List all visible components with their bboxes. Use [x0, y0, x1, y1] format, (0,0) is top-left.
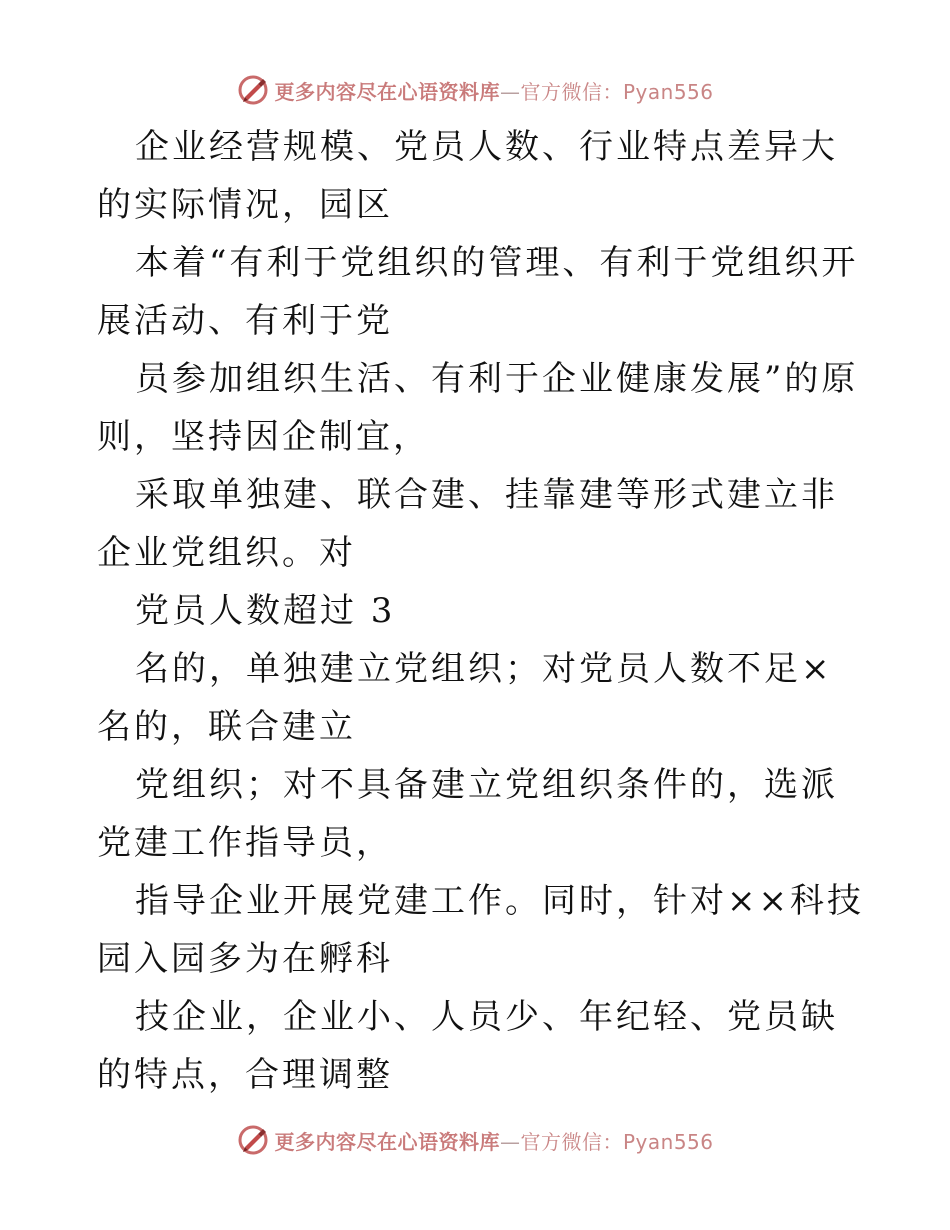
- watermark-header: [0, 70, 950, 110]
- paragraph: 名的，单独建立党组织；对党员人数不足×名的，联合建立: [97, 649, 833, 747]
- pen-logo-icon: [236, 73, 270, 107]
- paragraph: 党组织；对不具备建立党组织条件的，选派党建工作指导员，: [97, 765, 838, 863]
- watermark-footer: [0, 1120, 950, 1160]
- watermark-wechat-id: Pyan556: [622, 1129, 714, 1154]
- paragraph: 技企业，企业小、人员少、年纪轻、党员缺的特点，合理调整: [97, 997, 838, 1095]
- watermark-suffix: 官方微信：: [520, 1129, 623, 1154]
- paragraph: 员参加组织生活、有利于企业健康发展”的原则，坚持因企制宜，: [97, 359, 859, 457]
- document-body: [97, 118, 867, 1104]
- watermark-suffix: 官方微信：: [520, 79, 623, 104]
- watermark-wechat-id: Pyan556: [622, 79, 714, 104]
- paragraph: 指导企业开展党建工作。同时，针对××科技园入园多为在孵科: [97, 881, 864, 979]
- paragraph: 企业经营规模、党员人数、行业特点差异大的实际情况，园区: [97, 127, 838, 225]
- paragraph: 本着“有利于党组织的管理、有利于党组织开展活动、有利于党: [97, 243, 859, 341]
- watermark-text: [274, 76, 713, 105]
- paragraph: 采取单独建、联合建、挂靠建等形式建立非企业党组织。对: [97, 475, 838, 573]
- watermark-dash: —: [499, 79, 521, 104]
- watermark-brand: 更多内容尽在心语资料库: [274, 79, 500, 104]
- paragraph: 党员人数超过 3: [135, 591, 396, 631]
- watermark-text: [274, 1126, 713, 1155]
- watermark-brand: 更多内容尽在心语资料库: [274, 1129, 500, 1154]
- pen-logo-icon: [236, 1123, 270, 1157]
- watermark-dash: —: [499, 1129, 521, 1154]
